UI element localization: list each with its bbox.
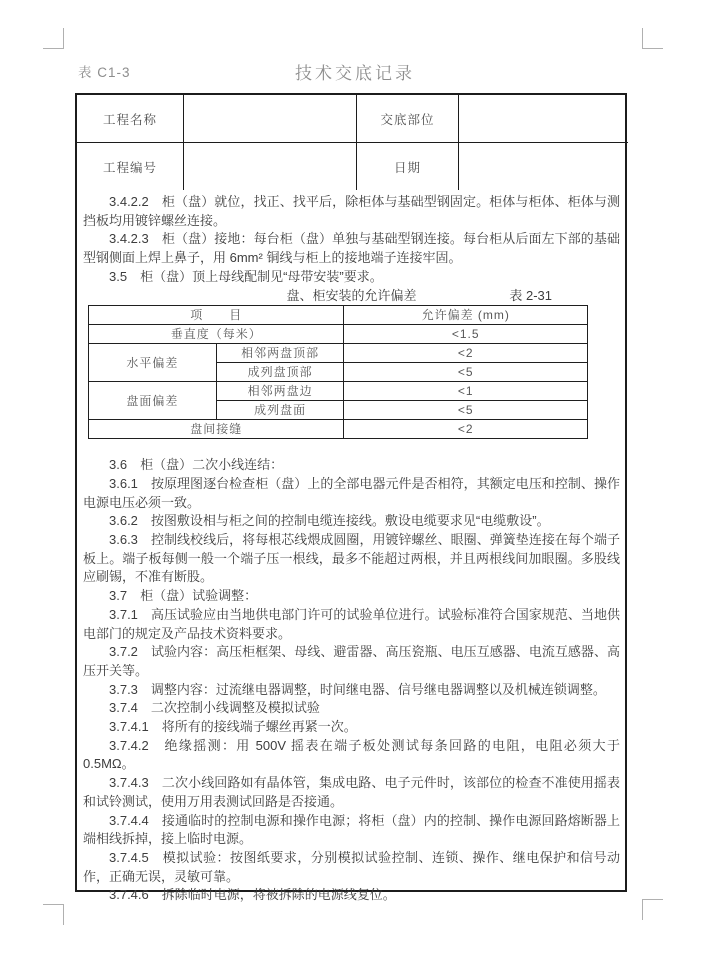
clause-3-7-1: 3.7.1 高压试验应由当地供电部门许可的试验单位进行。试验标准符合国家规范、当地供电部门的规定及产品技术资料要求。 — [83, 606, 620, 641]
clause-3-4-2-3: 3.4.2.3 柜（盘）接地：每台柜（盘）单独与基础型钢连接。每台柜从后面左下部的基础型钢侧面上焊上鼻子，用 6mm² 铜线与柜上的接地端子连接牢固。 — [83, 231, 620, 266]
header-row-2 — [77, 143, 628, 191]
horizontal-group-label: 水平偏差 — [89, 344, 217, 382]
header-table — [77, 95, 628, 190]
table-row — [89, 420, 588, 439]
section-gap — [83, 439, 620, 456]
deviation-table-caption — [83, 287, 620, 306]
document-frame — [75, 93, 627, 903]
clause-3-6-3: 3.6.3 控制线校线后，将每根芯线煨成圆圈，用镀锌螺丝、眼圈、弹簧垫连接在每个端子板上。端子板每侧一般一个端子压一根线，最多不能超过两根，并且两根线间加眼圈。多股线应刷锡，不准有断股。 — [83, 532, 620, 585]
adjacent-edge-label: 相邻两盘边 — [216, 382, 344, 401]
row-top-value: <5 — [344, 363, 588, 382]
clause-3-6-1: 3.6.1 按原理图逐台检查柜（盘）上的全部电器元件是否相符，其额定电压和控制、操作电源电压必须一致。 — [83, 475, 620, 510]
deviation-table-title: 盘、柜安装的允许偏差 — [286, 287, 417, 303]
clause-3-5: 3.5 柜（盘）顶上母线配制见“母带安装”要求。 — [109, 268, 383, 284]
crop-mark-top-left — [43, 28, 64, 49]
clause-3-7-4-4: 3.7.4.4 接通临时的控制电源和操作电源；将柜（盘）内的控制、操作电源回路熔断器上端相线拆掉，接上临时电源。 — [83, 812, 620, 847]
header-row-1 — [77, 95, 628, 143]
form-code: 表 C1-3 — [78, 65, 131, 80]
crop-mark-top-right — [642, 28, 663, 49]
clause-3-4-2-2: 3.4.2.2 柜（盘）就位，找正、找平后，除柜体与基础型钢固定。柜体与柜体、柜体与测挡板均用镀锌螺丝连接。 — [83, 194, 620, 228]
clause-3-7-4-2: 3.7.4.2 绝缘摇测：用 500V 摇表在端子板处测试每条回路的电阻，电阻必须大于 0.5MΩ。 — [83, 737, 620, 772]
clause-3-7-4-5: 3.7.4.5 模拟试验：按图纸要求，分别模拟试验控制、连锁、操作、继电保护和信号动作，正确无误，灵敏可靠。 — [83, 849, 620, 884]
clause-3-7: 3.7 柜（盘）试验调整： — [109, 588, 258, 604]
clause-3-7-4-3: 3.7.4.3 二次小线回路如有晶体管，集成电路、电子元件时，该部位的检查不准使用摇表和试铃测试，使用万用表测试回路是否接通。 — [83, 775, 620, 809]
seam-value: <2 — [344, 420, 588, 439]
disclosure-part-value-cell[interactable] — [459, 95, 629, 143]
col-header-allow: 允许偏差 (mm) — [344, 306, 588, 325]
adjacent-edge-value: <1 — [344, 382, 588, 401]
page-title: 技术交底记录 — [295, 64, 415, 83]
row-face-value: <5 — [344, 401, 588, 420]
crop-mark-bottom-left — [43, 904, 64, 925]
document-body — [77, 190, 625, 905]
seam-label: 盘间接缝 — [89, 420, 344, 439]
verticality-label: 垂直度（每米） — [89, 325, 344, 344]
project-name-label: 工程名称 — [77, 95, 184, 143]
clause-3-6-2: 3.6.2 按图敷设相与柜之间的控制电缆连接线。敷设电缆要求见“电缆敷设”。 — [109, 513, 550, 529]
table-row — [89, 325, 588, 344]
clause-3-7-4: 3.7.4 二次控制小线调整及模拟试验 — [109, 700, 320, 716]
deviation-table-ref: 表 2-31 — [509, 287, 552, 303]
project-name-value-cell[interactable] — [184, 95, 357, 143]
row-face-label: 成列盘面 — [216, 401, 344, 420]
project-number-label: 工程编号 — [77, 143, 184, 191]
verticality-value: <1.5 — [344, 325, 588, 344]
clause-3-7-3: 3.7.3 调整内容：过流继电器调整，时间继电器、信号继电器调整以及机械连锁调整。 — [109, 681, 606, 697]
panel-group-label: 盘面偏差 — [89, 382, 217, 420]
col-header-item: 项 目 — [89, 306, 344, 325]
clause-3-6: 3.6 柜（盘）二次小线连结： — [109, 457, 284, 473]
date-value-cell[interactable] — [459, 143, 629, 191]
date-label: 日期 — [357, 143, 459, 191]
adjacent-top-value: <2 — [344, 344, 588, 363]
clause-3-7-4-6: 3.7.4.6 拆除临时电源，将被拆除的电源线复位。 — [109, 887, 396, 903]
adjacent-top-label: 相邻两盘顶部 — [216, 344, 344, 363]
clause-3-7-2: 3.7.2 试验内容：高压柜框架、母线、避雷器、高压瓷瓶、电压互感器、电流互感器、高压开关等。 — [83, 644, 620, 678]
table-row — [89, 344, 588, 363]
row-top-label: 成列盘顶部 — [216, 363, 344, 382]
table-row — [89, 306, 588, 325]
disclosure-part-label: 交底部位 — [357, 95, 459, 143]
project-number-value-cell[interactable] — [184, 143, 357, 191]
deviation-table — [88, 305, 588, 439]
crop-mark-bottom-right — [642, 899, 663, 920]
clause-3-7-4-1: 3.7.4.1 将所有的接线端子螺丝再紧一次。 — [109, 719, 357, 735]
table-row — [89, 382, 588, 401]
